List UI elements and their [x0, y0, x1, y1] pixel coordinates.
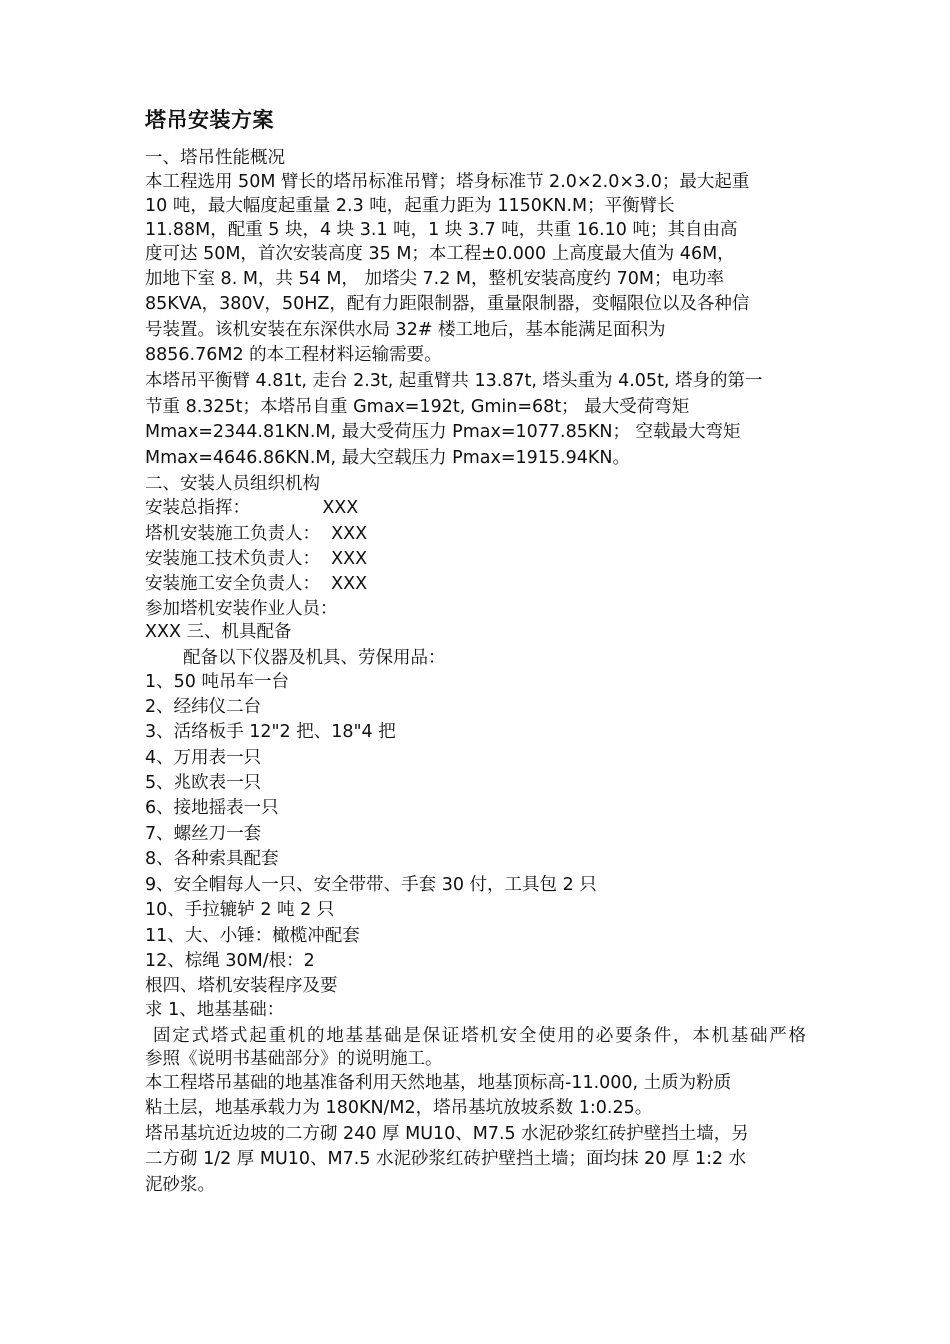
- document-title: 塔吊安装方案: [145, 108, 274, 132]
- paragraph-line: 配备以下仪器及机具、劳保用品：: [183, 648, 446, 668]
- paragraph-line: 号装置。该机安装在东深供水局 32# 楼工地后，基本能满足面积为: [145, 320, 666, 340]
- section-heading: 求 1、地基基础：: [145, 1000, 285, 1020]
- paragraph-line: 本塔吊平衡臂 4.81t, 走台 2.3t, 起重臂共 13.87t, 塔头重为 4.05t, 塔身的第一: [145, 371, 763, 391]
- section-heading: 二、安装人员组织机构: [145, 474, 320, 494]
- list-item: 5、兆欧表一只: [145, 773, 262, 793]
- list-item: 12、棕绳 30M/根：2: [145, 951, 315, 971]
- list-item: 6、接地摇表一只: [145, 798, 279, 818]
- section-heading: 一、塔吊性能概况: [145, 148, 285, 168]
- list-item: 4、万用表一只: [145, 748, 262, 768]
- paragraph-line: 节重 8.325t；本塔吊自重 Gmax=192t, Gmin=68t； 最大受荷弯矩: [145, 397, 690, 417]
- staff-line: 安装施工技术负责人： XXX: [145, 549, 368, 569]
- list-item: 11、大、小锤：橄榄冲配套: [145, 926, 360, 946]
- paragraph-line: Mmax=2344.81KN.M, 最大受荷压力 Pmax=1077.85KN； 空载最大弯矩: [145, 422, 741, 442]
- staff-line: 塔机安装施工负责人： XXX: [145, 524, 368, 544]
- paragraph-line: 11.88M，配重 5 块，4 块 3.1 吨，1 块 3.7 吨，共重 16.10 吨；其自由高: [145, 220, 738, 240]
- list-item: 7、螺丝刀一套: [145, 824, 262, 844]
- staff-line: 参加塔机安装作业人员：: [145, 599, 338, 619]
- paragraph-line: 85KVA，380V，50HZ，配有力距限制器，重量限制器，变幅限位以及各种信: [145, 294, 750, 314]
- paragraph-line: 10 吨，最大幅度起重量 2.3 吨，起重力距为 1150KN.M；平衡臂长: [145, 196, 675, 216]
- list-item: 3、活络板手 12"2 把、18"4 把: [145, 722, 396, 742]
- paragraph-line: 泥砂浆。: [145, 1175, 215, 1195]
- paragraph-line: Mmax=4646.86KN.M, 最大空载压力 Pmax=1915.94KN。: [145, 448, 630, 468]
- staff-line: 安装总指挥： XXX: [145, 498, 359, 518]
- paragraph-line: 加地下室 8. M，共 54 M， 加塔尖 7.2 M，整机安装高度约 70M；电功率: [145, 269, 724, 289]
- paragraph-line: 参照《说明书基础部分》的说明施工。: [145, 1049, 443, 1069]
- section-heading: 根四、塔机安装程序及要: [145, 976, 338, 996]
- paragraph-line: 粘土层，地基承载力为 180KN/M2，塔吊基坑放坡系数 1:0.25。: [145, 1098, 653, 1118]
- paragraph-line: 塔吊基坑近边坡的二方砌 240 厚 MU10、M7.5 水泥砂浆红砖护壁挡土墙，另: [145, 1124, 749, 1144]
- paragraph-line: 固定式塔式起重机的地基基础是保证塔机安全使用的必要条件，本机基础严格: [153, 1026, 806, 1046]
- paragraph-line: 二方砌 1/2 厚 MU10、M7.5 水泥砂浆红砖护壁挡土墙；面均抹 20 厚 1:2 水: [145, 1149, 747, 1169]
- list-item: 8、各种索具配套: [145, 849, 279, 869]
- list-item: 10、手拉辘轳 2 吨 2 只: [145, 900, 335, 920]
- section-heading: XXX 三、机具配备: [145, 622, 292, 642]
- paragraph-line: 本工程塔吊基础的地基准备利用天然地基，地基顶标高-11.000, 土质为粉质: [145, 1073, 732, 1093]
- paragraph-line: 8856.76M2 的本工程材料运输需要。: [145, 345, 442, 365]
- paragraph-line: 度可达 50M，首次安装高度 35 M；本工程±0.000 上高度最大值为 46M，: [145, 244, 735, 264]
- list-item: 1、50 吨吊车一台: [145, 672, 289, 692]
- staff-line: 安装施工安全负责人： XXX: [145, 574, 368, 594]
- list-item: 9、安全帽每人一只、安全带带、手套 30 付，工具包 2 只: [145, 875, 597, 895]
- list-item: 2、经纬仪二台: [145, 697, 262, 717]
- paragraph-line: 本工程选用 50M 臂长的塔吊标准吊臂；塔身标准节 2.0×2.0×3.0；最大起重: [145, 172, 750, 192]
